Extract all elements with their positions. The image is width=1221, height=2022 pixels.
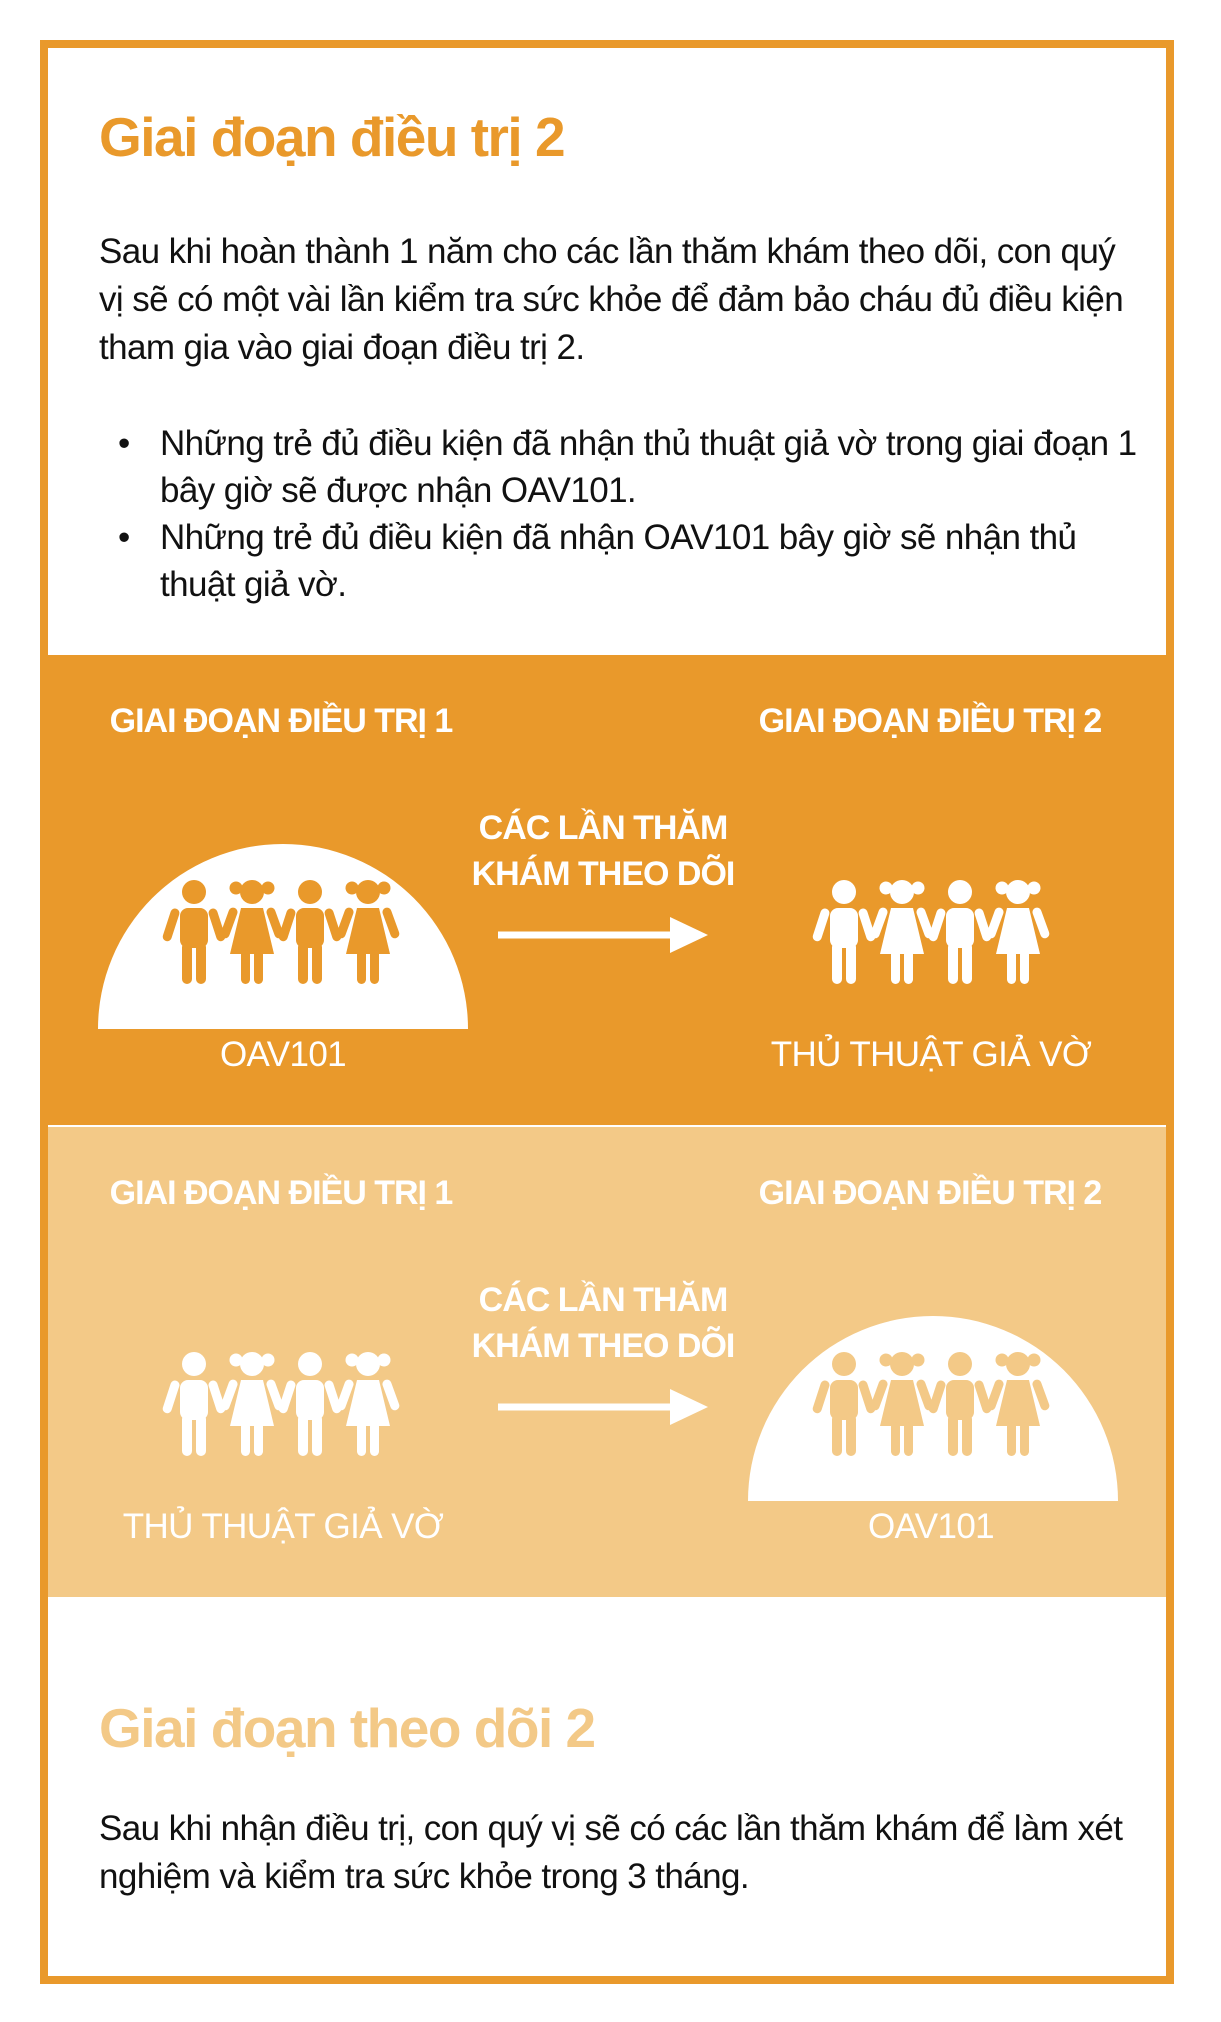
group-label-sham: THỦ THUẬT GIẢ VỜ <box>770 1035 1092 1074</box>
crossover-row-sham-to-oav101 <box>48 1127 1166 1597</box>
list-item: • Những trẻ đủ điều kiện đã nhận thủ thuật giả vờ trong giai đoạn 1 bây giờ sẽ được nhận OAV101. <box>116 420 1146 514</box>
group-label-oav101: OAV101 <box>867 1507 995 1546</box>
children-group-icon <box>160 1350 410 1460</box>
children-group-icon <box>810 1350 1060 1460</box>
treatment-phase-2-title: Giai đoạn điều trị 2 <box>99 106 565 168</box>
eligibility-list <box>116 420 1146 608</box>
children-group-icon <box>160 878 410 988</box>
phase-2-heading: GIAI ĐOẠN ĐIỀU TRỊ 2 <box>758 1174 1102 1212</box>
follow-up-visits-label: CÁC LẦN THĂM KHÁM THEO DÕI <box>471 809 735 893</box>
follow-up-phase-2-title: Giai đoạn theo dõi 2 <box>99 1697 595 1759</box>
list-item: • Những trẻ đủ điều kiện đã nhận OAV101 bây giờ sẽ nhận thủ thuật giả vờ. <box>116 514 1146 608</box>
arrow-right-icon <box>498 1387 708 1427</box>
group-label-oav101: OAV101 <box>219 1035 347 1074</box>
info-card <box>40 40 1174 1984</box>
phase-1-heading: GIAI ĐOẠN ĐIỀU TRỊ 1 <box>109 1174 453 1212</box>
arrow-right-icon <box>498 915 708 955</box>
follow-up-visits-label: CÁC LẦN THĂM KHÁM THEO DÕI <box>471 1281 735 1365</box>
phase-1-heading: GIAI ĐOẠN ĐIỀU TRỊ 1 <box>109 702 453 740</box>
treatment-phase-2-intro: Sau khi hoàn thành 1 năm cho các lần thăm khám theo dõi, con quý vị sẽ có một vài lần kiểm tra sức khỏe để đảm bảo cháu đủ điều kiện tham gia vào giai đoạn điều trị 2. <box>99 232 1124 367</box>
crossover-row-oav101-to-sham <box>48 655 1166 1125</box>
phase-2-heading: GIAI ĐOẠN ĐIỀU TRỊ 2 <box>758 702 1102 740</box>
children-group-icon <box>810 878 1060 988</box>
group-label-sham: THỦ THUẬT GIẢ VỜ <box>122 1507 444 1546</box>
follow-up-phase-2-body: Sau khi nhận điều trị, con quý vị sẽ có các lần thăm khám để làm xét nghiệm và kiểm tra sức khỏe trong 3 tháng. <box>99 1809 1123 1896</box>
